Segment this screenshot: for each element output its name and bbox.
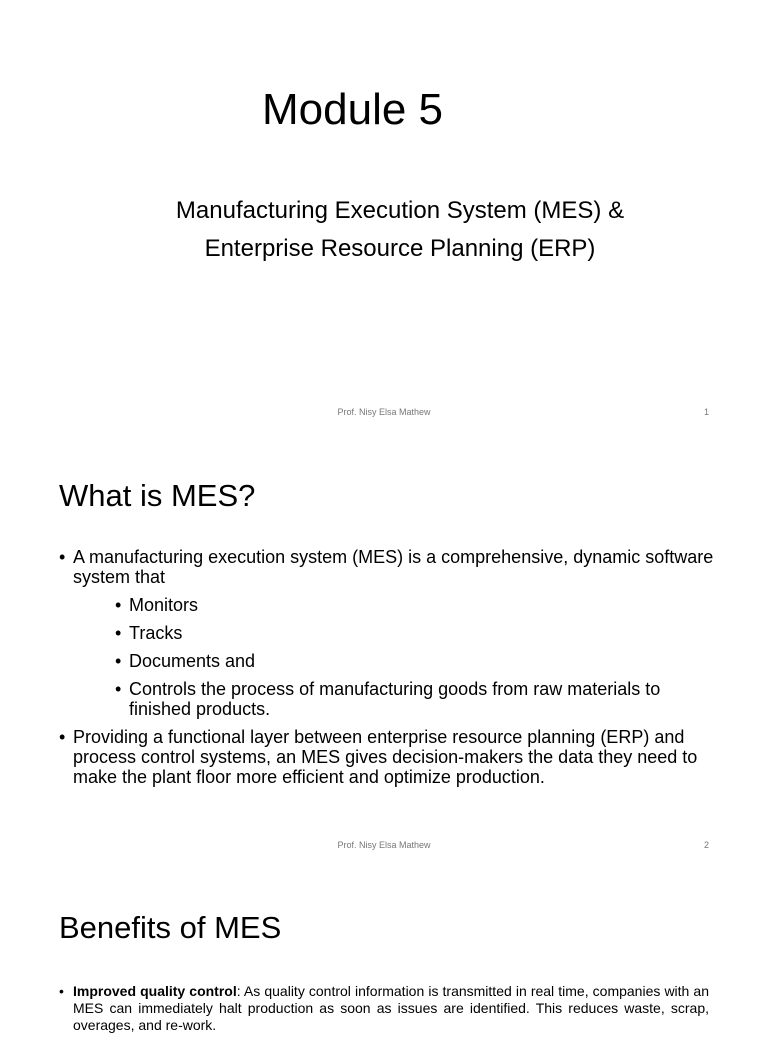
sub-bullet-list	[73, 595, 719, 719]
bullet-list	[59, 983, 709, 1042]
bullet-text: A manufacturing execution system (MES) is a comprehensive, dynamic software system that	[73, 547, 714, 587]
bullet-item	[59, 547, 719, 719]
sub-bullet-item: • Monitors	[115, 595, 719, 615]
slide-2	[0, 433, 768, 866]
slide-title: Benefits of MES	[59, 910, 282, 945]
slide-3	[0, 866, 768, 1033]
subtitle-line: Manufacturing Execution System (MES) &	[175, 197, 625, 224]
footer-author: Prof. Nisy Elsa Mathew	[337, 840, 431, 850]
slide-title: What is MES?	[59, 478, 256, 513]
subtitle-line: Enterprise Resource Planning (ERP)	[204, 235, 596, 262]
slide-title: Module 5	[262, 85, 444, 134]
footer-author: Prof. Nisy Elsa Mathew	[337, 407, 431, 417]
bullet-bold-lead: Improved quality control	[73, 983, 237, 999]
sub-bullet-item: • Documents and	[115, 651, 719, 671]
sub-bullet-item: • Controls the process of manufacturing goods from raw materials to finished products.	[115, 679, 719, 719]
bullet-item	[59, 983, 709, 1034]
sub-bullet-item: • Tracks	[115, 623, 719, 643]
page-number: 2	[703, 840, 709, 850]
slide-1	[0, 0, 768, 433]
slide-subtitle	[80, 192, 720, 268]
bullet-item: • Providing a functional layer between enterprise resource planning (ERP) and process control systems, an MES gives decision-makers the data they need to make the plant floor more efficient and optimize production.	[59, 727, 719, 787]
bullet-list	[59, 547, 719, 795]
page-number: 1	[703, 407, 709, 417]
bullet-text: : As quality control information is transmitted in real time, companies with an MES can immediately halt production as soon as issues are identified. This reduces waste, scrap, overages, and re-work.	[73, 983, 709, 1033]
